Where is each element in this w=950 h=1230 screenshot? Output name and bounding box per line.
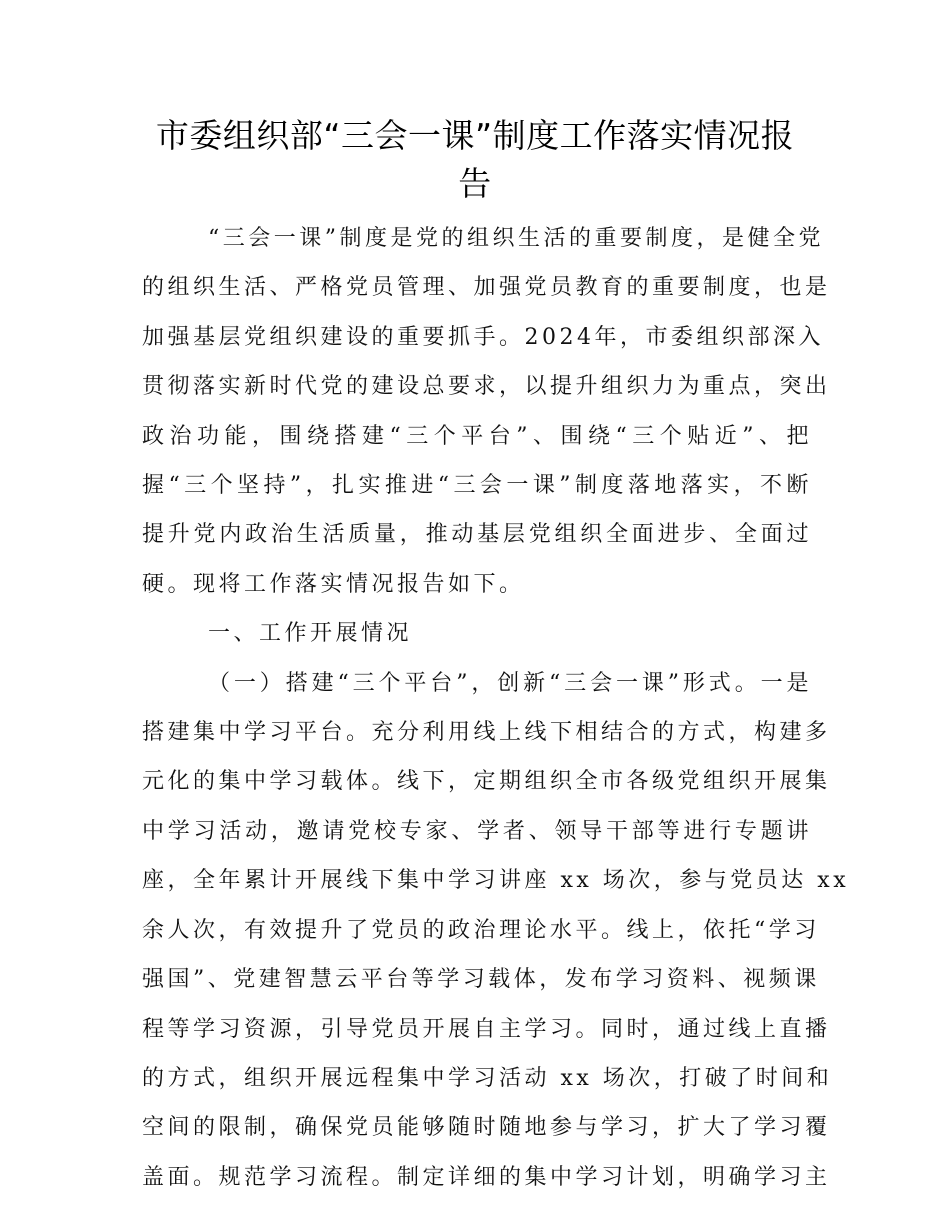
section-heading <box>142 609 812 658</box>
title-line-1: 市委组织部“三会一课”制度工作落实情况报 <box>155 116 795 155</box>
text-line: 的组织生活、严格党员管理、加强党员教育的重要制度，也是 <box>142 275 831 301</box>
text-line: 强国”、党建智慧云平台等学习载体，发布学习资料、视频课 <box>142 967 820 993</box>
text-line: 的方式，组织开展远程集中学习活动 xx 场次，打破了时间和 <box>142 1065 833 1091</box>
text-line: （一）搭建“三个平台”，创新“三会一课”形式。一是 <box>208 670 812 696</box>
document-body <box>142 214 850 1202</box>
text-line: 盖面。规范学习流程。制定详细的集中学习计划，明确学习主 <box>142 1164 831 1190</box>
text-line: 程等学习资源，引导党员开展自主学习。同时，通过线上直播 <box>142 1016 831 1042</box>
text-line: 搭建集中学习平台。充分利用线上线下相结合的方式，构建多 <box>142 720 831 746</box>
text-line: “三会一课”制度是党的组织生活的重要制度，是健全党 <box>208 226 824 251</box>
text-line: 元化的集中学习载体。线下，定期组织全市各级党组织开展集 <box>142 769 831 795</box>
text-line: 座，全年累计开展线下集中学习讲座 xx 场次，参与党员达 xx <box>142 868 850 894</box>
paragraph-intro <box>142 214 831 609</box>
section-heading-text: 一、工作开展情况 <box>208 621 413 647</box>
text-line: 余人次，有效提升了党员的政治理论水平。线上，依托“学习 <box>142 917 820 943</box>
text-line: 中学习活动，邀请党校专家、学者、领导干部等进行专题讲 <box>142 818 812 844</box>
text-line: 握“三个坚持”，扎实推进“三会一课”制度落地落实，不断 <box>142 473 812 499</box>
text-line: 加强基层党组织建设的重要抓手。2024年，市委组织部深入 <box>142 324 824 350</box>
text-line: 提升党内政治生活质量，推动基层党组织全面进步、全面过 <box>142 522 812 548</box>
text-line: 贯彻落实新时代党的建设总要求，以提升组织力为重点，突出 <box>142 374 831 400</box>
title-line-2: 告 <box>458 164 492 203</box>
paragraph-section-1-1 <box>142 659 850 1202</box>
document-title <box>140 112 810 208</box>
text-line: 空间的限制，确保党员能够随时随地参与学习，扩大了学习覆 <box>142 1115 831 1141</box>
text-line: 硬。现将工作落实情况报告如下。 <box>142 571 525 597</box>
text-line: 政治功能，围绕搭建“三个平台”、围绕“三个贴近”、把 <box>142 423 812 449</box>
